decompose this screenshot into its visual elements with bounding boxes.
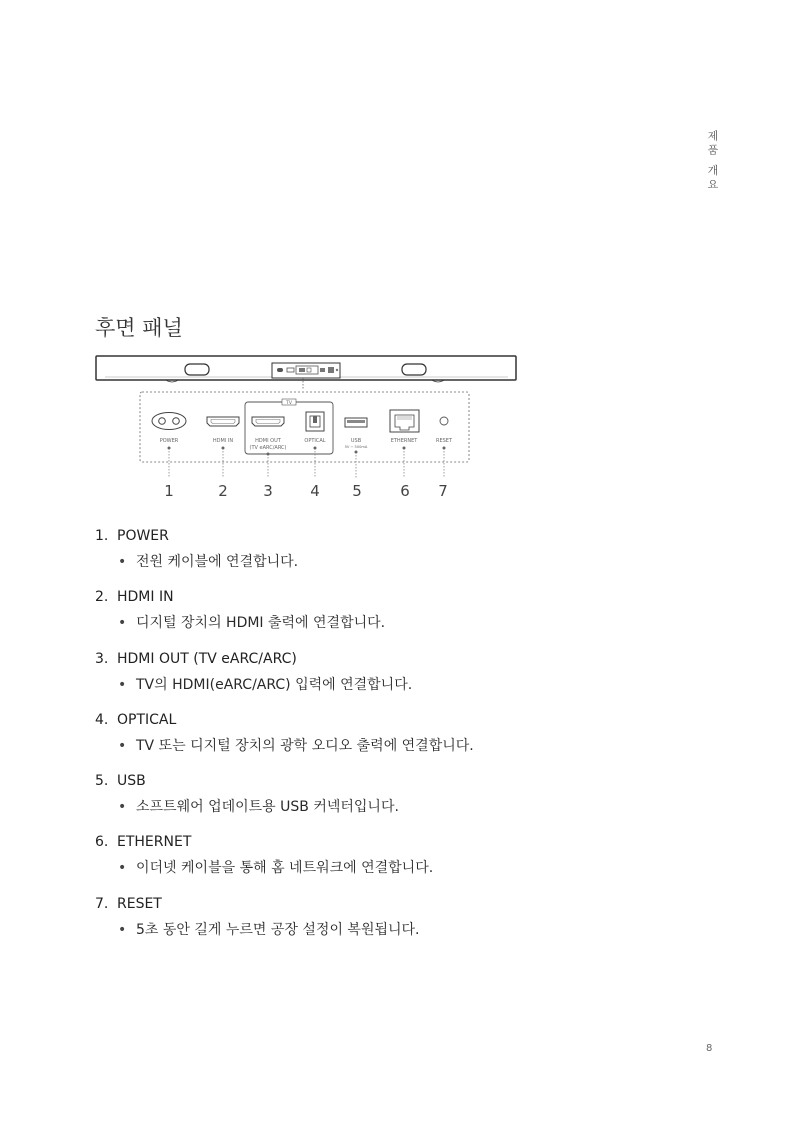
usb-port-icon [345,418,367,427]
list-item [95,711,715,772]
item-title: USB [117,773,146,790]
list-item [95,588,715,649]
callout-number: 1 [164,482,174,500]
list-item [95,772,715,833]
item-title: HDMI IN [117,589,174,606]
bullet-marker: • [118,799,127,816]
port-label-hdmi-in: HDMI IN [212,438,234,444]
list-item [95,833,715,894]
callout-leaders [169,448,444,478]
item-title: POWER [117,528,169,544]
item-number: 4. [95,711,109,728]
port-label-power: POWER [159,438,179,444]
callout-number: 7 [438,482,448,500]
callout-number: 4 [310,482,320,500]
port-label-usb: USB [350,438,362,444]
item-number: 7. [95,895,109,912]
item-description: 디지털 장치의 HDMI 출력에 연결합니다. [136,615,386,632]
power-port-icon [152,413,186,430]
item-description: TV 또는 디지털 장치의 광학 오디오 출력에 연결합니다. [136,737,474,754]
hdmi-out-port-icon [252,417,284,426]
item-number: 2. [95,589,109,606]
port-label-tv-earc: (TV eARC/ARC) [249,445,287,451]
item-title: HDMI OUT (TV eARC/ARC) [117,650,297,667]
reset-button-icon [440,417,448,425]
section-side-tab: 제품 개요 [706,130,719,193]
hdmi-in-port-icon [207,417,239,426]
optical-port-icon [306,412,324,431]
bullet-marker: • [118,921,127,938]
item-description: TV의 HDMI(eARC/ARC) 입력에 연결합니다. [136,676,413,693]
port-label-usb-rating: 5V ⎓ 500mA [344,445,368,449]
callout-number: 2 [218,482,228,500]
list-item [95,650,715,711]
rear-panel-illustration [90,350,520,505]
list-item [95,895,715,956]
item-description: 5초 동안 길게 누르면 공장 설정이 복원됩니다. [136,921,420,938]
port-label-ethernet: ETHERNET [390,438,418,444]
rear-panel-diagram [90,350,520,505]
item-title: OPTICAL [117,711,177,728]
item-description: 소프트웨어 업데이트용 USB 커넥터입니다. [136,799,399,816]
port-label-hdmi-out: HDMI OUT [255,438,281,444]
item-title: ETHERNET [117,834,192,851]
page-title: 후면 패널 [95,316,183,340]
item-description: 이더넷 케이블을 통해 홈 네트워크에 연결합니다. [136,860,434,877]
port-label-reset: RESET [435,438,453,444]
port-label-optical: OPTICAL [304,438,326,444]
item-number: 6. [95,834,109,851]
callout-number: 5 [352,482,362,500]
item-number: 1. [95,528,109,544]
callout-number: 3 [263,482,273,500]
item-number: 5. [95,773,109,790]
zoom-frame [140,392,469,462]
callout-number: 6 [400,482,410,500]
bullet-marker: • [118,554,127,570]
tv-tag-label: TV [286,401,292,406]
item-description: 전원 케이블에 연결합니다. [136,554,299,570]
soundbar-outline [96,356,516,390]
bullet-marker: • [118,615,127,632]
item-number: 3. [95,650,109,667]
list-item [95,527,715,588]
item-title: RESET [117,895,162,912]
bullet-marker: • [118,737,127,754]
bullet-marker: • [118,676,127,693]
ethernet-port-icon [390,410,419,432]
port-description-list [95,527,715,956]
bullet-marker: • [118,860,127,877]
page-number: 8 [706,1043,713,1054]
